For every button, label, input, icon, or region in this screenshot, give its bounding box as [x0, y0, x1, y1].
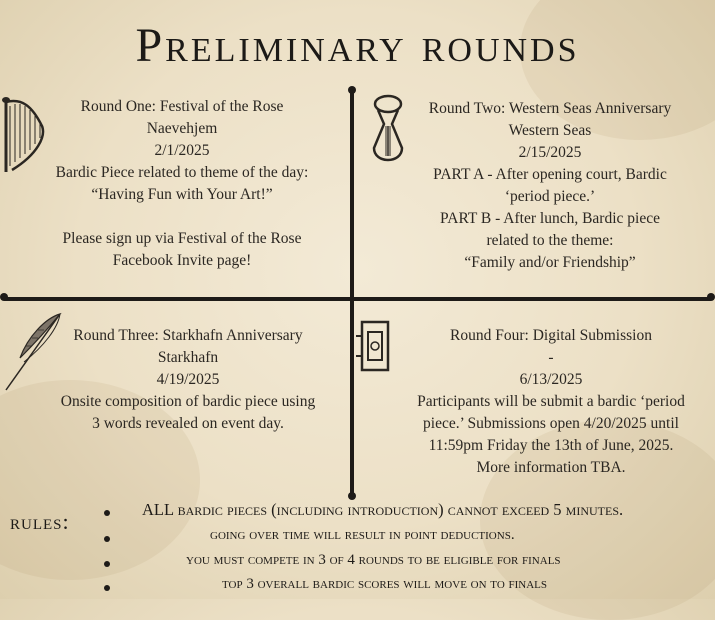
rule-bullet [104, 510, 110, 516]
round-three-panel [28, 325, 348, 435]
camera-icon [354, 316, 392, 376]
divider-tip [707, 293, 715, 301]
round-two-location: Western Seas [508, 122, 592, 139]
round-three-date: 4/19/2025 [156, 371, 220, 388]
round-two-title: Round Two: Western Seas Anniversary [428, 100, 672, 117]
round-four-date: 6/13/2025 [519, 371, 583, 388]
round-two-panel [385, 98, 715, 274]
round-four-description: 11:59pm Friday the 13th of June, 2025. [428, 437, 674, 454]
round-four-location: - [548, 349, 554, 366]
divider-tip [348, 492, 356, 500]
round-two-part-a: PART A - After opening court, Bardic [433, 166, 667, 183]
round-four-description: Participants will be submit a bardic ‘period [417, 393, 685, 410]
round-four-description: piece.’ Submissions open 4/20/2025 until [423, 415, 679, 432]
round-four-panel [388, 325, 714, 479]
rules-label: rules: [10, 509, 70, 534]
round-two-date: 2/15/2025 [518, 144, 582, 161]
rule-item: going over time will result in point deductions. [210, 527, 515, 543]
round-three-description: 3 words revealed on event day. [92, 415, 284, 432]
round-one-signup: Facebook Invite page! [112, 252, 252, 269]
horizontal-divider [4, 297, 711, 301]
vertical-divider [350, 90, 354, 496]
rule-item: ALL bardic pieces (including introduction) cannot exceed 5 minutes. [142, 500, 624, 519]
round-two-part-a: ‘period piece.’ [504, 188, 596, 205]
round-three-title: Round Three: Starkhafn Anniversary [73, 327, 303, 344]
round-three-location: Starkhafn [157, 349, 219, 366]
rule-bullet [104, 585, 110, 591]
round-one-location: Naevehjem [146, 120, 218, 137]
rule-item: you must compete in 3 of 4 rounds to be eligible for finals [186, 552, 561, 568]
round-one-description: Bardic Piece related to theme of the day: [55, 164, 309, 181]
round-two-theme: “Family and/or Friendship” [464, 254, 636, 271]
round-two-part-b: PART B - After lunch, Bardic piece [440, 210, 660, 227]
rule-item: top 3 overall bardic scores will move on to finals [222, 576, 548, 592]
round-one-theme: “Having Fun with Your Art!” [91, 186, 273, 203]
divider-tip [348, 86, 356, 94]
round-two-part-b: related to the theme: [486, 232, 614, 249]
round-four-description: More information TBA. [476, 459, 626, 476]
rule-bullet [104, 561, 110, 567]
round-one-title: Round One: Festival of the Rose [80, 98, 284, 115]
round-one-panel [22, 96, 342, 272]
round-one-date: 2/1/2025 [154, 142, 210, 159]
round-three-description: Onsite composition of bardic piece using [60, 393, 316, 410]
divider-tip [0, 293, 8, 301]
rule-bullet [104, 536, 110, 542]
page-title: Preliminary rounds [135, 19, 580, 72]
round-four-title: Round Four: Digital Submission [450, 327, 652, 344]
round-one-signup: Please sign up via Festival of the Rose [62, 230, 302, 247]
